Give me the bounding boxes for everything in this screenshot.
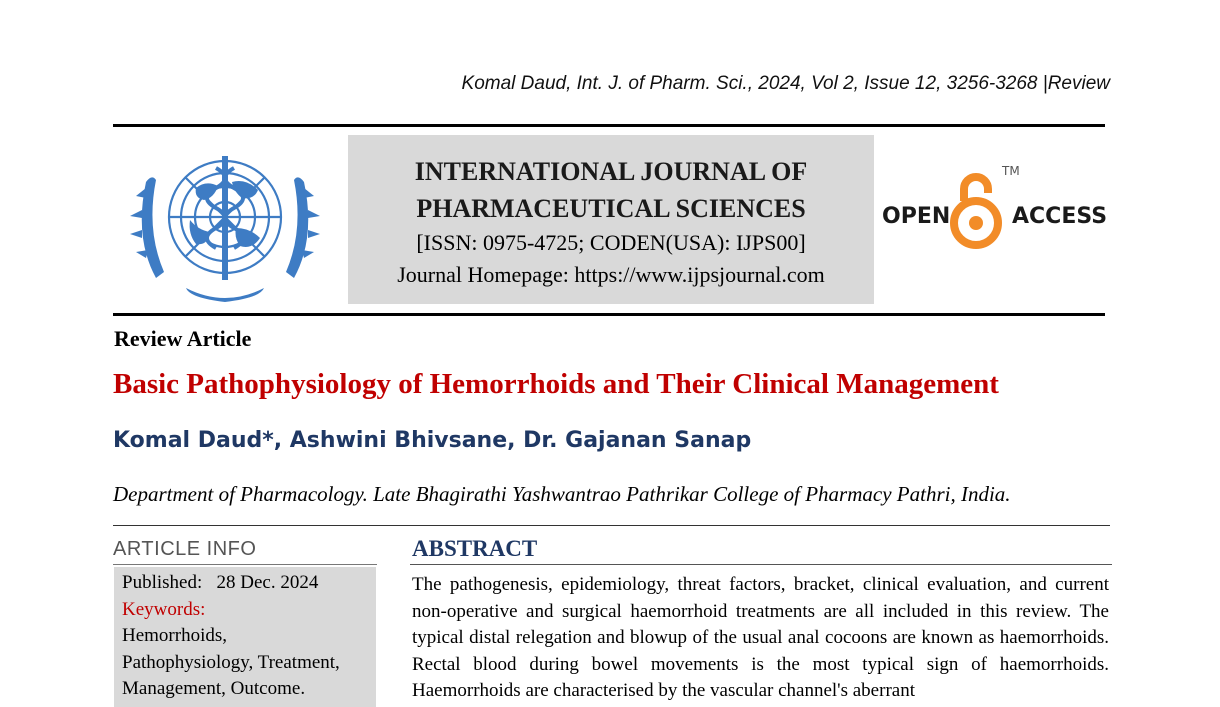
header-top-rule [113, 124, 1105, 127]
open-access-open-text: OPEN [882, 204, 951, 229]
un-emblem-logo [126, 138, 324, 304]
journal-title-line1: INTERNATIONAL JOURNAL OF [414, 157, 808, 186]
published-label: Published: [122, 572, 203, 593]
keywords-line-2: Pathophysiology, Treatment, [122, 651, 340, 673]
journal-homepage: Journal Homepage: https://www.ijpsjournal.com [397, 262, 825, 287]
article-info-rule [113, 564, 377, 565]
keywords-line-1: Hemorrhoids, [122, 625, 228, 646]
open-access-access-text: ACCESS [1012, 204, 1108, 229]
keywords-label: Keywords: [122, 598, 206, 620]
open-access-tm-text: TM [1002, 165, 1020, 178]
abstract-text: The pathogenesis, epidemiology, threat factors, bracket, clinical evaluation, and current non-operative and surgical haemorrhoid treatments are all included in this review. The typical distal relegation and blowup of the usual anal cocoons are known as haemorrhoids. Rectal blood during bowel movements is the most typical sign of haemorrhoids. Haemorrhoids are characterised by the vascular channel's aberrant [412, 574, 1109, 701]
journal-issn: [ISSN: 0975-4725; CODEN(USA): IJPS00] [416, 230, 806, 255]
running-head: Komal Daud, Int. J. of Pharm. Sci., 2024, Vol 2, Issue 12, 3256-3268 |Review [461, 73, 1110, 94]
affiliation-rule [113, 525, 1110, 526]
article-info-heading: ARTICLE INFO [113, 538, 257, 560]
journal-header-box [348, 135, 874, 304]
published-line [122, 570, 376, 597]
article-type: Review Article [114, 326, 252, 351]
published-date: 28 Dec. 2024 [216, 572, 319, 593]
abstract-heading: ABSTRACT [412, 536, 538, 561]
open-access-lock-icon [954, 177, 998, 245]
header-bottom-rule [113, 313, 1105, 316]
affiliation: Department of Pharmacology. Late Bhagirathi Yashwantrao Pathrikar College of Pharmacy Pathri, India. [113, 482, 1011, 506]
open-access-logo [880, 165, 1108, 251]
article-title: Basic Pathophysiology of Hemorrhoids and Their Clinical Management [113, 368, 999, 400]
article-info-box [114, 567, 376, 707]
keywords-line-3: Management, Outcome. [122, 678, 306, 699]
journal-title [348, 153, 874, 227]
authors: Komal Daud*, Ashwini Bhivsane, Dr. Gajanan Sanap [113, 428, 752, 453]
journal-title-line2: PHARMACEUTICAL SCIENCES [416, 194, 806, 223]
abstract-rule [410, 564, 1112, 565]
